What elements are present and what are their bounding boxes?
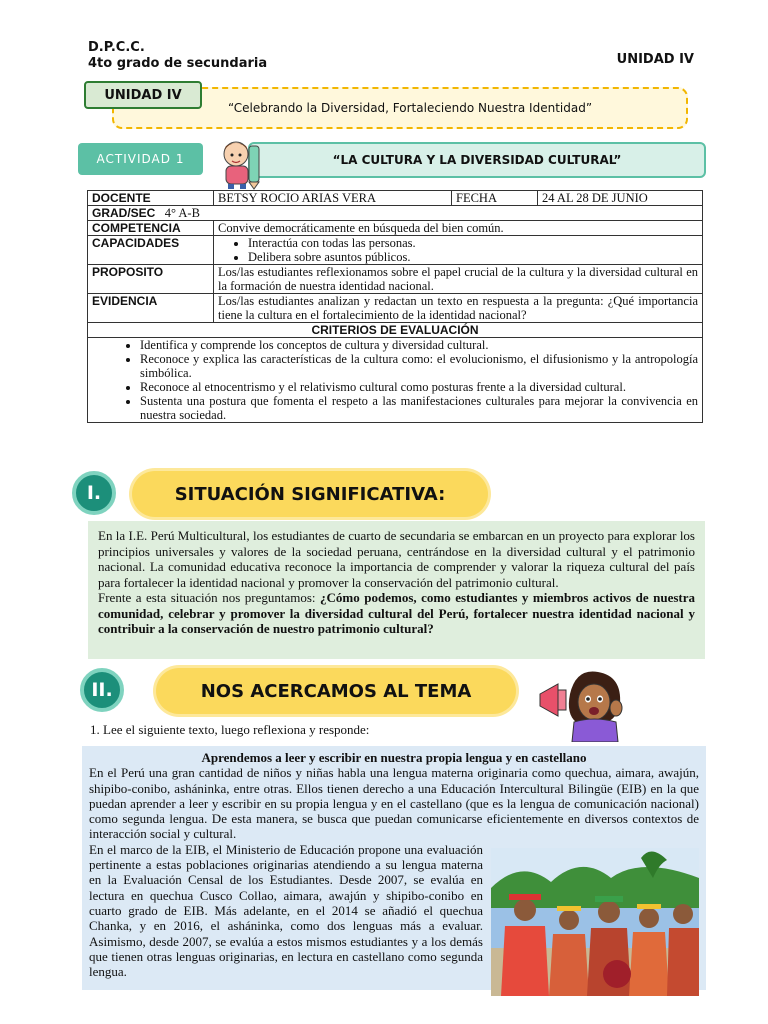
reading-title: Aprendemos a leer y escribir en nuestra propia lengua y en castellano xyxy=(201,750,587,765)
unit-header-right: UNIDAD IV xyxy=(616,52,694,67)
reading-instruction: 1. Lee el siguiente texto, luego reflexiona y responde: xyxy=(90,722,370,737)
list-item: • Delibera sobre asuntos públicos. xyxy=(248,250,698,264)
grado-row xyxy=(88,206,703,221)
grade-label: 4to grado de secundaria xyxy=(88,56,268,71)
docente-value: BETSY ROCIO ARIAS VERA xyxy=(214,191,452,206)
competencia-label: COMPETENCIA xyxy=(88,221,214,236)
situation-box xyxy=(88,521,705,659)
activity-info-table xyxy=(87,190,703,423)
reading-box xyxy=(82,746,706,990)
capacidades-label: CAPACIDADES xyxy=(88,236,214,265)
criterios-header: CRITERIOS DE EVALUACIÓN xyxy=(88,323,703,338)
list-item: • Sustenta una postura que fomenta el respeto a las manifestaciones culturales para mejorar la convivencia en nuestra sociedad. xyxy=(140,394,698,422)
unit-title: “Celebrando la Diversidad, Fortaleciendo Nuestra Identidad” xyxy=(227,101,593,115)
fecha-value: 24 AL 28 DE JUNIO xyxy=(538,191,703,206)
student-cartoon-icon xyxy=(216,136,266,190)
unit-tag: UNIDAD IV xyxy=(84,81,202,109)
activity-tag: ACTIVIDAD 1 xyxy=(78,143,203,175)
capacidades-cell xyxy=(214,236,703,265)
indigenous-children-photo xyxy=(491,848,699,996)
reading-paragraph: En el marco de la EIB, el Ministerio de Educación propone una evaluación pertinente a estas poblaciones originarias atendiendo a su lengua materna en la Evaluación Censal de los Estudiantes. Desde 2007, se evalúa en lectura en quechua Cusco Collao, aimara, awajún y shipibo-conibo en cuarto grado de EIB. Más adelante, en el 2014 se añadió el quechua Chanka, y en 2016, el asháninka, como dos lenguas más a evaluar. Asimismo, desde 2007, se evalúa a estos mismos estudiantes y a los demás que tienen otras lenguas originarias, en lectura en castellano como segunda lengua. xyxy=(89,841,483,980)
docente-label: DOCENTE xyxy=(88,191,214,206)
section-title-banner: NOS ACERCAMOS AL TEMA xyxy=(156,668,516,714)
reading-paragraph: En el Perú una gran cantidad de niños y niñas habla una lengua materna originaria como quechua, aimara, awajún, shipibo-conibo, asháninka, entre otras. Ellos tienen derecho a una Educación Intercultural Bilingüe (EIB) en la que puedan aprender a leer y escribir en su propia lengua y en el castellano (que es la lengua de comunicación nacional) como segunda lengua. De esta manera, se busca que puedan comunicarse eficientemente en diversos contextos de interacción social y cultural. xyxy=(89,765,699,842)
grado-label: GRAD/SEC xyxy=(92,206,156,220)
list-item: • Interactúa con todas las personas. xyxy=(248,236,698,250)
list-item: • Reconoce al etnocentrismo y el relativismo cultural como posturas frente a la diversidad cultural. xyxy=(140,380,698,394)
situation-paragraph: En la I.E. Perú Multicultural, los estudiantes de cuarto de secundaria se embarcan en un proyecto para explorar los principios universales y valores de la sociedad peruana, centrándose en la diversidad cultural y el patrimonio nacional. La comunidad educativa reconoce la importancia de comprender y valorar la riqueza cultural del país para fortalecer la identidad nacional y promover la conservación del patrimonio cultural. xyxy=(98,528,695,590)
org-name: D.P.C.C. xyxy=(88,40,145,55)
section-title-banner: SITUACIÓN SIGNIFICATIVA: xyxy=(132,471,488,517)
grado-value: 4° A-B xyxy=(164,206,200,220)
section-number-badge: II. xyxy=(80,668,124,712)
fecha-label: FECHA xyxy=(452,191,538,206)
situation-question-paragraph xyxy=(98,590,695,637)
question-intro: Frente a esta situación nos preguntamos: xyxy=(98,590,321,605)
evidencia-label: EVIDENCIA xyxy=(88,294,214,323)
speaking-girl-icon xyxy=(536,664,630,742)
list-item: • Reconoce y explica las características de la cultura como: el evolucionismo, el difusionismo y la antropología simbólica. xyxy=(140,352,698,380)
criterios-cell xyxy=(88,338,703,423)
list-item: • Identifica y comprende los conceptos de cultura y diversidad cultural. xyxy=(140,338,698,352)
activity-title: “LA CULTURA Y LA DIVERSIDAD CULTURAL” xyxy=(248,142,706,178)
proposito-value: Los/las estudiantes reflexionamos sobre el papel crucial de la cultura y la diversidad cultural en la formación de nuestra identidad nacional. xyxy=(214,265,703,294)
document-header xyxy=(88,40,267,72)
section-number-badge: I. xyxy=(72,471,116,515)
evidencia-value: Los/las estudiantes analizan y redactan un texto en respuesta a la pregunta: ¿Qué importancia tiene la cultura en el fortalecimiento de la identidad nacional? xyxy=(214,294,703,323)
question-text: ¿Cómo podemos, como estudiantes y miembros activos de nuestra comunidad, celebrar y promover la diversidad cultural del Perú, fortalecer nuestra identidad nacional y contribuir a la conservación de nuestro patrimonio cultural? xyxy=(98,590,695,636)
competencia-value: Convive democráticamente en búsqueda del bien común. xyxy=(214,221,703,236)
proposito-label: PROPOSITO xyxy=(88,265,214,294)
